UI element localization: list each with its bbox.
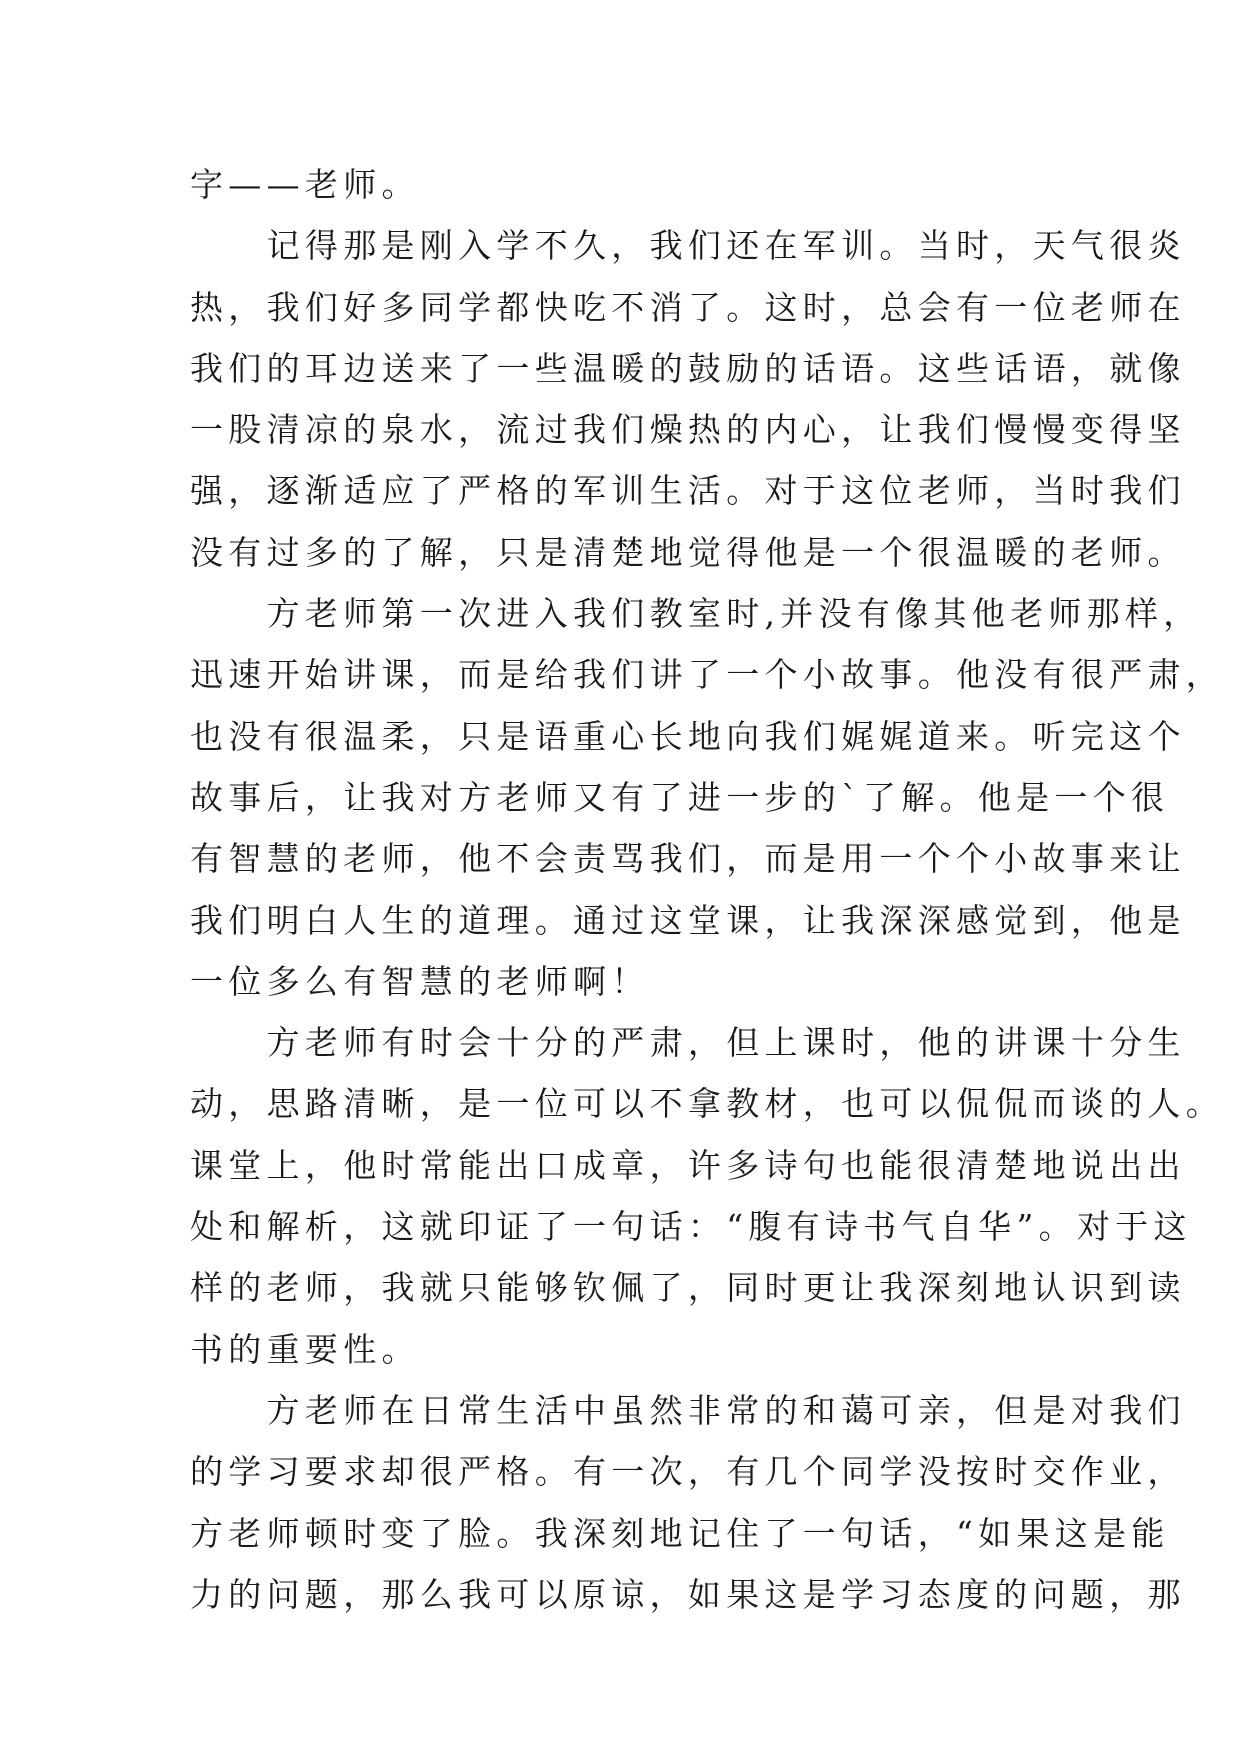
text-line: 方老师顿时变了脸。我深刻地记住了一句话，“如果这是能 xyxy=(190,1513,1170,1553)
text-line: 书的重要性。 xyxy=(190,1329,420,1369)
text-line: 课堂上，他时常能出口成章，许多诗句也能很清楚地说出出 xyxy=(190,1145,1186,1185)
text-line: 方老师在日常生活中虽然非常的和蔼可亲，但是对我们 xyxy=(190,1390,1186,1430)
text-line: 故事后，让我对方老师又有了进一步的`了解。他是一个很 xyxy=(190,777,1170,817)
text-line: 字——老师。 xyxy=(190,165,420,204)
text-line: 方老师有时会十分的严肃，但上课时，他的讲课十分生 xyxy=(190,1023,1186,1063)
text-line: 也没有很温柔，只是语重心长地向我们娓娓道来。听完这个 xyxy=(190,716,1186,756)
text-line: 我们的耳边送来了一些温暖的鼓励的话语。这些话语，就像 xyxy=(190,348,1186,388)
text-line: 方老师第一次进入我们教室时,并没有像其他老师那样， xyxy=(190,594,1202,634)
text-line: 动，思路清晰，是一位可以不拿教材，也可以侃侃而谈的人。 xyxy=(190,1084,1225,1124)
text-line: 的学习要求却很严格。有一次，有几个同学没按时交作业， xyxy=(190,1452,1186,1492)
text-line: 一位多么有智慧的老师啊！ xyxy=(190,961,650,1001)
text-line: 处和解析，这就印证了一句话：“腹有诗书气自华”。对于这 xyxy=(190,1207,1192,1247)
text-line: 热，我们好多同学都快吃不消了。这时，总会有一位老师在 xyxy=(190,287,1186,327)
text-line: 迅速开始讲课，而是给我们讲了一个小故事。他没有很严肃， xyxy=(190,655,1225,695)
text-line: 没有过多的了解，只是清楚地觉得他是一个很温暖的老师。 xyxy=(190,532,1186,572)
text-line: 记得那是刚入学不久，我们还在军训。当时，天气很炎 xyxy=(190,226,1186,266)
text-line: 我们明白人生的道理。通过这堂课，让我深深感觉到，他是 xyxy=(190,900,1186,940)
text-line: 强，逐渐适应了严格的军训生活。对于这位老师，当时我们 xyxy=(190,471,1186,511)
text-line: 力的问题，那么我可以原谅，如果这是学习态度的问题，那 xyxy=(190,1574,1186,1614)
text-line: 一股清凉的泉水，流过我们燥热的内心，让我们慢慢变得坚 xyxy=(190,410,1186,450)
essay-body xyxy=(190,154,1225,1625)
text-line: 有智慧的老师，他不会责骂我们，而是用一个个小故事来让 xyxy=(190,839,1186,879)
text-line: 样的老师，我就只能够钦佩了，同时更让我深刻地认识到读 xyxy=(190,1268,1186,1308)
